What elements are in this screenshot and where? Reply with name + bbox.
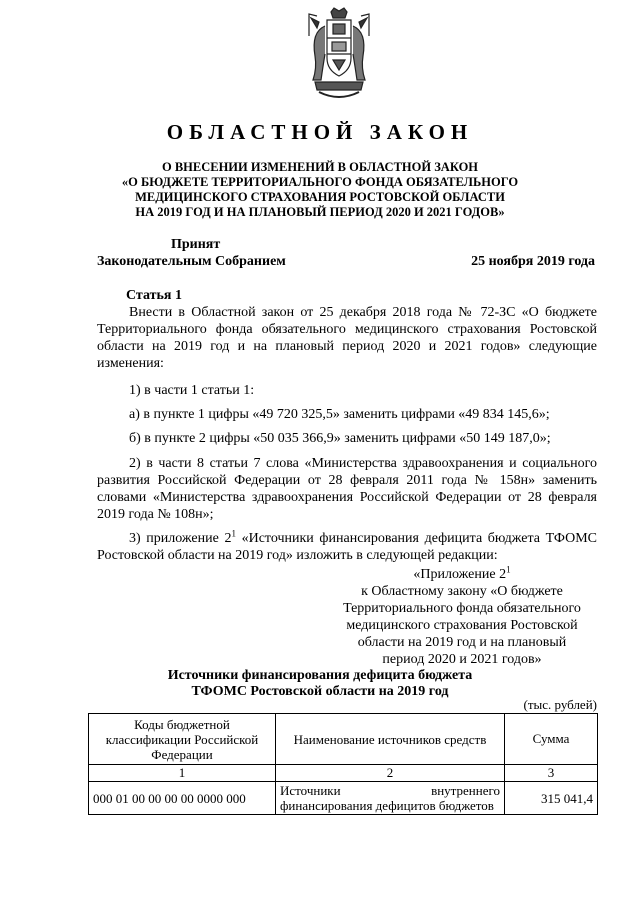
sources-table xyxy=(88,713,598,815)
subtitle-line: О ВНЕСЕНИИ ИЗМЕНЕНИЙ В ОБЛАСТНОЙ ЗАКОН xyxy=(161,160,479,174)
table-title-line: ТФОМС Ростовской области на 2019 год xyxy=(191,684,449,699)
article-heading: Статья 1 xyxy=(126,288,182,303)
article-intro: Внести в Областной закон от 25 декабря 2018 года № 72-ЗС «О бюджете Территориального фонда обязательного медицинского страхования Ростовской области на 2019 год и на плановый период 2020 и 2021 годов» следующие изменения: xyxy=(97,305,597,371)
appendix-line: области на 2019 год и на плановый xyxy=(357,635,567,650)
row-name: Источники внутреннего финансирования дефицитов бюджетов xyxy=(276,782,505,815)
table-units: (тыс. рублей) xyxy=(523,697,597,712)
subtitle-line: НА 2019 ГОД И НА ПЛАНОВЫЙ ПЕРИОД 2020 И 2021 ГОДОВ» xyxy=(135,205,505,219)
coat-of-arms-emblem xyxy=(303,6,375,106)
adopted-by: Законодательным Собранием xyxy=(97,254,286,269)
header-sum: Сумма xyxy=(505,714,598,765)
appendix-line xyxy=(326,566,598,583)
article-item-1: 1) в части 1 статьи 1: xyxy=(129,383,255,398)
law-title: ОБЛАСТНОЙ ЗАКОН xyxy=(166,120,474,144)
subtitle-line: «О БЮДЖЕТЕ ТЕРРИТОРИАЛЬНОГО ФОНДА ОБЯЗАТЕЛЬНОГО xyxy=(121,175,519,189)
appendix-note xyxy=(326,566,598,668)
article-item-2: 2) в части 8 статьи 7 слова «Министерства здравоохранения и социального развития Российской Федерации от 28 февраля 2011 года № 158н» заменить словами «Министерства здравоохранения Российской Федерации от 28 февраля 2019 года № 108н»; xyxy=(97,456,597,522)
adoption-date: 25 ноября 2019 года xyxy=(471,254,595,269)
appendix-line: медицинского страхования Ростовской xyxy=(346,618,578,633)
item3-superscript: 1 xyxy=(231,528,236,539)
table-row xyxy=(89,782,598,815)
header-codes: Коды бюджетной классификации Российской Федерации xyxy=(89,714,276,765)
article-item-1b: б) в пункте 2 цифры «50 035 366,9» заменить цифрами «50 149 187,0»; xyxy=(129,431,551,446)
appendix-line-text: «Приложение 2 xyxy=(413,567,507,582)
table-header-row xyxy=(89,714,598,765)
item3-prefix: 3) приложение 2 xyxy=(129,531,232,546)
article-item-1a: а) в пункте 1 цифры «49 720 325,5» заменить цифрами «49 834 145,6»; xyxy=(129,407,550,422)
appendix-superscript: 1 xyxy=(506,564,511,575)
table-column-numbers xyxy=(89,765,598,782)
column-number: 3 xyxy=(505,765,598,782)
subtitle-line: МЕДИЦИНСКОГО СТРАХОВАНИЯ РОСТОВСКОЙ ОБЛАСТИ xyxy=(135,190,505,204)
item3-text: «Источники финансирования дефицита бюджета ТФОМС Ростовской области на 2019 год» изложить в следующей редакции: xyxy=(97,531,597,563)
table-title-line: Источники финансирования дефицита бюджета xyxy=(167,668,473,683)
appendix-line: Территориального фонда обязательного xyxy=(343,601,581,616)
table-title xyxy=(60,668,580,700)
row-code: 000 01 00 00 00 00 0000 000 xyxy=(89,782,276,815)
appendix-line: период 2020 и 2021 годов» xyxy=(382,652,542,667)
appendix-line: к Областному закону «О бюджете xyxy=(361,584,563,599)
column-number: 1 xyxy=(89,765,276,782)
row-sum: 315 041,4 xyxy=(505,782,598,815)
column-number: 2 xyxy=(276,765,505,782)
header-name: Наименование источников средств xyxy=(276,714,505,765)
adopted-label: Принят xyxy=(171,237,221,252)
article-item-3 xyxy=(97,530,597,564)
law-subtitle xyxy=(60,160,580,220)
